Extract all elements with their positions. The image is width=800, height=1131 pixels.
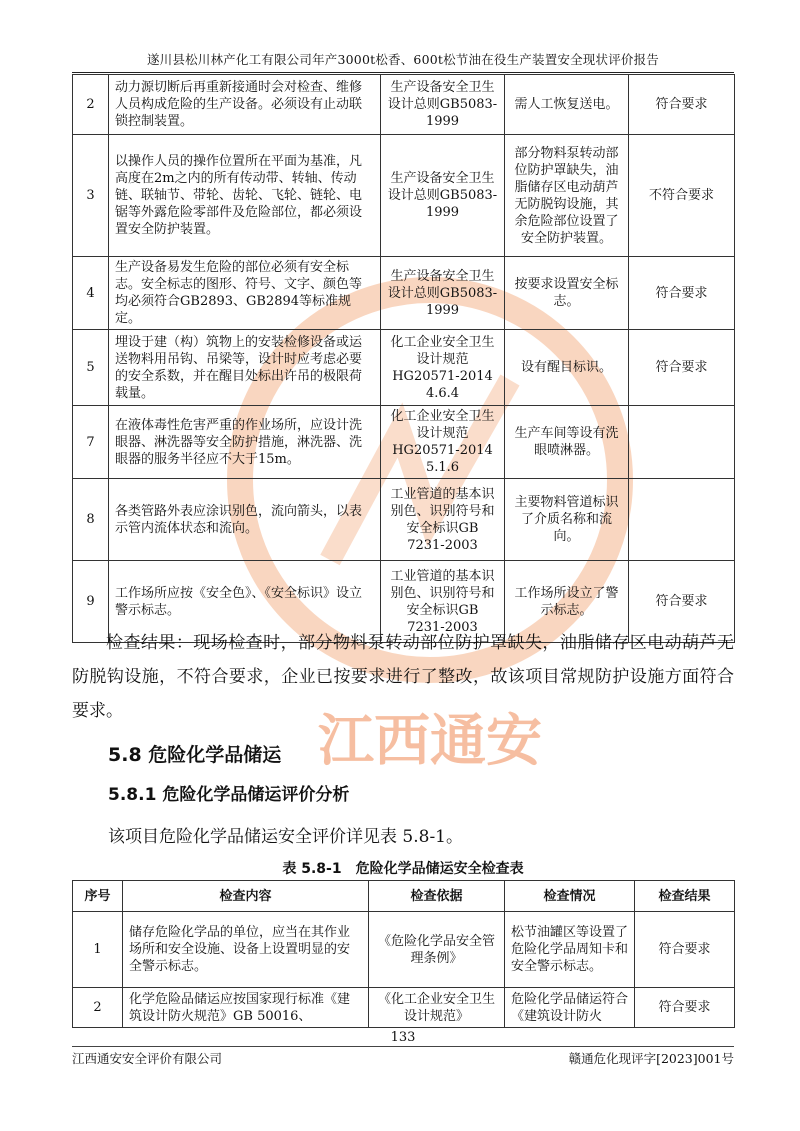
check-result <box>629 406 735 479</box>
row-number: 4 <box>73 257 109 330</box>
check-content: 生产设备易发生危险的部位必须有安全标志。安全标志的图形、符号、文字、颜色等均必须符合GB2893、GB2894等标准规定。 <box>109 257 381 330</box>
table-row <box>73 479 735 561</box>
check-result: 符合要求 <box>629 561 735 643</box>
hazmat-storage-check-table <box>72 880 735 1028</box>
check-result: 符合要求 <box>629 75 735 135</box>
check-result: 符合要求 <box>635 988 735 1028</box>
table-header-row <box>73 881 735 912</box>
row-number: 3 <box>73 135 109 257</box>
table-row <box>73 75 735 135</box>
footer-divider <box>72 1046 734 1047</box>
column-header: 序号 <box>73 881 123 912</box>
check-basis: 化工企业安全卫生设计规范HG20571-2014 5.1.6 <box>381 406 505 479</box>
table-row <box>73 988 735 1028</box>
table-row <box>73 912 735 988</box>
check-basis: 生产设备安全卫生设计总则GB5083-1999 <box>381 75 505 135</box>
check-content: 以操作人员的操作位置所在平面为基准，凡高度在2m之内的所有传动带、转轴、传动链、联轴节、带轮、齿轮、飞轮、链轮、电锯等外露危险零部件及危险部位，都必须设置安全防护装置。 <box>109 135 381 257</box>
check-situation: 按要求设置安全标志。 <box>505 257 629 330</box>
watermark-text: 江西通安 <box>318 709 542 774</box>
column-header: 检查依据 <box>369 881 505 912</box>
check-basis: 化工企业安全卫生设计规范HG20571-2014 4.6.4 <box>381 330 505 406</box>
page-header: 遂川县松川林产化工有限公司年产3000t松香、600t松节油在役生产装置安全现状评价报告 <box>72 50 734 73</box>
check-table-continued <box>72 74 735 643</box>
row-number: 2 <box>73 988 123 1028</box>
check-basis: 《化工企业安全卫生设计规范》 <box>369 988 505 1028</box>
check-content: 各类管路外表应涂识别色，流向箭头，以表示管内流体状态和流向。 <box>109 479 381 561</box>
check-basis: 《危险化学品安全管理条例》 <box>369 912 505 988</box>
subsection-title: 5.8.1 危险化学品储运评价分析 <box>108 785 350 805</box>
table-row <box>73 135 735 257</box>
row-number: 1 <box>73 912 123 988</box>
footer-doc-number: 赣通危化现评字[2023]001号 <box>568 1051 734 1066</box>
check-content: 工作场所应按《安全色》、《安全标识》设立警示标志。 <box>109 561 381 643</box>
table-row <box>73 330 735 406</box>
table-caption: 表 5.8-1 危险化学品储运安全检查表 <box>282 861 524 877</box>
column-header: 检查情况 <box>505 881 635 912</box>
footer-company: 江西通安安全评价有限公司 <box>72 1051 223 1066</box>
check-content: 在液体毒性危害严重的作业场所，应设计洗眼器、淋洗器等安全防护措施，淋洗器、洗眼器的服务半径应不大于15m。 <box>109 406 381 479</box>
check-content: 储存危险化学品的单位，应当在其作业场所和安全设施、设备上设置明显的安全警示标志。 <box>123 912 369 988</box>
check-result <box>629 479 735 561</box>
check-situation: 工作场所设立了警示标志。 <box>505 561 629 643</box>
check-basis: 生产设备安全卫生设计总则GB5083-1999 <box>381 135 505 257</box>
check-situation: 主要物料管道标识了介质名称和流向。 <box>505 479 629 561</box>
check-situation: 松节油罐区等设置了危险化学品周知卡和安全警示标志。 <box>505 912 635 988</box>
intro-line: 该项目危险化学品储运安全评价详见表 5.8-1。 <box>108 827 463 847</box>
table-row <box>73 257 735 330</box>
table-row <box>73 406 735 479</box>
row-number: 8 <box>73 479 109 561</box>
section-title: 5.8 危险化学品储运 <box>108 744 282 766</box>
check-basis: 生产设备安全卫生设计总则GB5083-1999 <box>381 257 505 330</box>
column-header: 检查结果 <box>635 881 735 912</box>
check-situation: 生产车间等设有洗眼喷淋器。 <box>505 406 629 479</box>
check-result-paragraph: 检查结果：现场检查时，部分物料泵转动部位防护罩缺失，油脂储存区电动葫芦无防脱钩设施，不符合要求，企业已按要求进行了整改，故该项目常规防护设施方面符合要求。 <box>72 633 734 721</box>
row-number: 5 <box>73 330 109 406</box>
check-content: 埋设于建（构）筑物上的安装检修设备或运送物料用吊钩、吊梁等，设计时应考虑必要的安全系数，并在醒目处标出许吊的极限荷载量。 <box>109 330 381 406</box>
check-result: 符合要求 <box>629 330 735 406</box>
row-number: 9 <box>73 561 109 643</box>
check-result: 符合要求 <box>635 912 735 988</box>
check-situation: 需人工恢复送电。 <box>505 75 629 135</box>
row-number: 7 <box>73 406 109 479</box>
check-content: 动力源切断后再重新接通时会对检查、维修人员构成危险的生产设备。必须设有止动联锁控制装置。 <box>109 75 381 135</box>
column-header: 检查内容 <box>123 881 369 912</box>
row-number: 2 <box>73 75 109 135</box>
page-number: 133 <box>390 1030 416 1045</box>
check-situation: 部分物料泵转动部位防护罩缺失，油脂储存区电动葫芦无防脱钩设施，其余危险部位设置了安全防护装置。 <box>505 135 629 257</box>
check-basis: 工业管道的基本识别色、识别符号和安全标识GB 7231-2003 <box>381 561 505 643</box>
check-basis: 工业管道的基本识别色、识别符号和安全标识GB 7231-2003 <box>381 479 505 561</box>
check-result: 符合要求 <box>629 257 735 330</box>
check-situation: 危险化学品储运符合《建筑设计防火 <box>505 988 635 1028</box>
check-result: 不符合要求 <box>629 135 735 257</box>
check-content: 化学危险品储运应按国家现行标准《建筑设计防火规范》GB 50016、 <box>123 988 369 1028</box>
check-situation: 设有醒目标识。 <box>505 330 629 406</box>
